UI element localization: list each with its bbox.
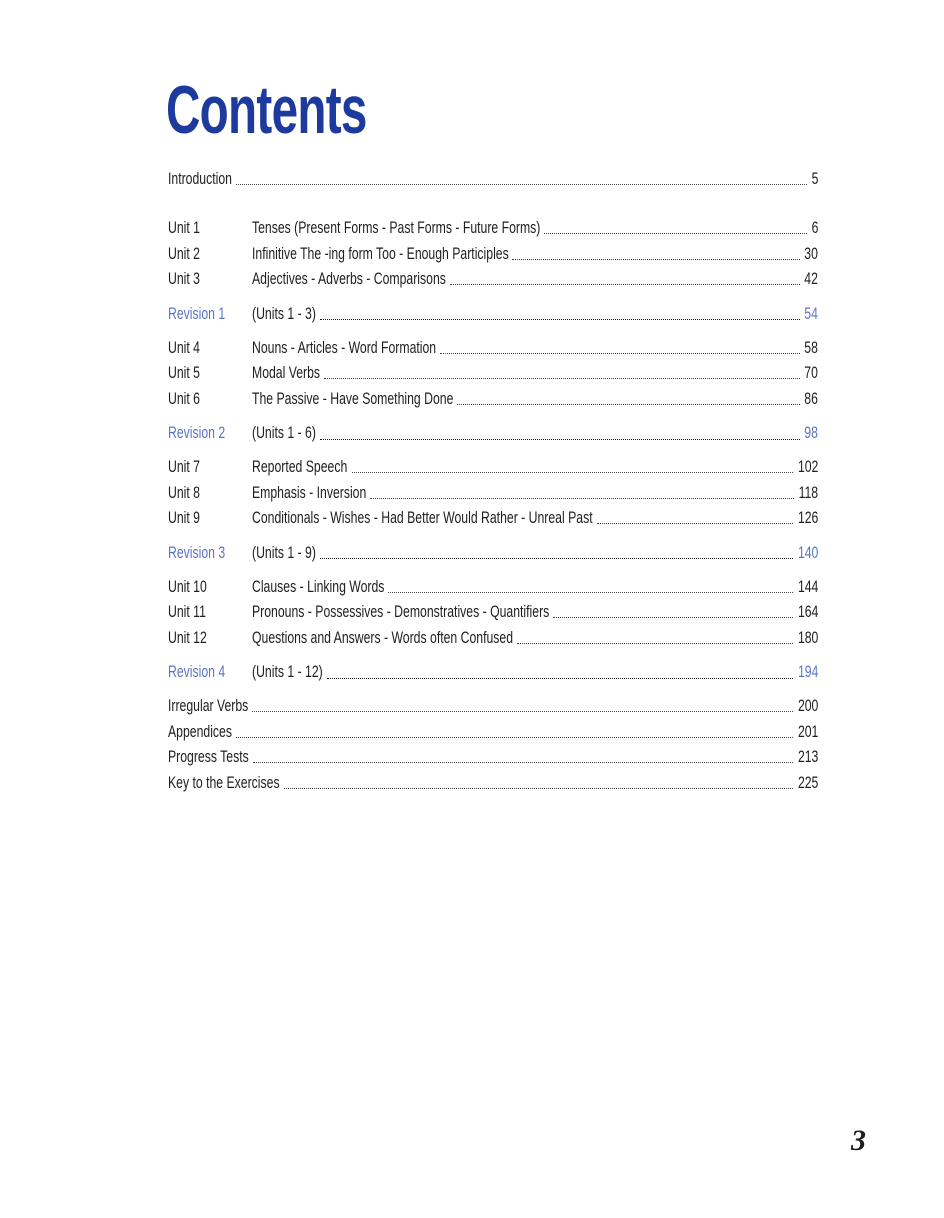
toc-entry-title: Pronouns - Possessives - Demonstratives - Quantifiers [252,602,550,622]
toc-entry-title: Tenses (Present Forms - Past Forms - Future Forms) [252,218,541,238]
dot-leader [512,259,800,260]
toc-entry-label: Unit 8 [168,482,200,502]
dot-leader [544,233,807,234]
dot-leader [320,439,801,440]
dot-leader [597,523,794,524]
toc-entry-title: Reported Speech [252,457,348,477]
toc-entry-page: 126 [797,508,818,528]
dot-leader [440,353,801,354]
dot-leader [352,472,794,473]
toc-entry-page: 194 [797,662,818,681]
toc-entry-title: Clauses - Linking Words [252,576,385,596]
toc-revision-entry[interactable] [168,659,818,686]
toc-entry-label: Unit 1 [168,218,200,238]
toc-entry-page: 54 [804,303,818,323]
toc-entry-label: Unit 5 [168,363,200,383]
toc-back-matter-entry[interactable] [168,719,818,745]
toc-entry-title: (Units 1 - 9) [252,542,316,562]
toc-revision-entry[interactable] [168,539,818,566]
dot-leader [327,678,793,679]
dot-leader [517,643,794,644]
dot-leader [450,284,800,285]
dot-leader [388,592,793,593]
toc-entry-label: Unit 9 [168,508,200,528]
toc-entry-page: 180 [797,627,818,647]
toc-entry-page: 58 [804,337,818,357]
toc-back-matter-entry[interactable] [168,745,818,771]
toc-entry-label: Irregular Verbs [168,696,249,716]
toc-entry-label: Revision 3 [168,542,226,562]
toc-entry-label: Introduction [168,168,232,188]
toc-entry-label: Unit 7 [168,457,200,477]
dot-leader [236,184,807,185]
toc-entry-page: 201 [797,721,818,741]
dot-leader [320,319,801,320]
toc-entry-label: Unit 6 [168,388,200,408]
toc-entry-page: 30 [804,243,818,263]
toc-entry-label: Revision 2 [168,423,226,442]
page-number: 3 [851,1124,866,1157]
toc-unit-entry[interactable] [168,386,818,412]
toc-entry-title: (Units 1 - 12) [252,662,323,681]
toc-entry-label: Key to the Exercises [168,772,280,792]
toc-entry-page: 140 [797,542,818,562]
toc-entry-title: Emphasis - Inversion [252,482,367,502]
toc-unit-entry[interactable] [168,216,818,242]
toc-entry-title: (Units 1 - 6) [252,423,316,442]
toc-unit-entry[interactable] [168,361,818,387]
toc-entry-page: 98 [804,423,818,442]
toc-unit-entry[interactable] [168,625,818,651]
toc-entry-title: Infinitive The -ing form Too - Enough Participles [252,243,509,263]
toc-entry-page: 5 [811,168,818,188]
toc-entry-page: 86 [804,388,818,408]
dot-leader [370,498,794,499]
toc-entry-label: Unit 4 [168,337,200,357]
toc-entry-page: 225 [797,772,818,792]
toc-entry-page: 102 [797,457,818,477]
toc-revision-entry[interactable] [168,420,818,447]
toc-entry-title: Questions and Answers - Words often Confused [252,627,514,647]
toc-entry-label: Unit 2 [168,243,200,263]
toc-back-matter-entry[interactable] [168,770,818,796]
toc-entry-label: Progress Tests [168,747,249,767]
toc-entry-title: Modal Verbs [252,363,321,383]
dot-leader [252,711,793,712]
toc-entry-page: 118 [798,482,818,502]
contents-heading: Contents [166,72,367,148]
toc-entry-page: 164 [797,602,818,622]
toc-unit-entry[interactable] [168,267,818,293]
toc-entry-title: The Passive - Have Something Done [252,388,454,408]
toc-introduction[interactable] [168,166,818,192]
toc-revision-entry[interactable] [168,300,818,327]
toc-entry-title: Conditionals - Wishes - Had Better Would Rather - Unreal Past [252,508,593,528]
toc-entry-label: Unit 11 [168,602,206,622]
dot-leader [324,378,801,379]
toc-entry-page: 6 [811,218,818,238]
toc-entry-label: Revision 1 [168,303,226,323]
toc-entry-label: Unit 10 [168,576,207,596]
toc-entry-page: 42 [804,269,818,289]
dot-leader [320,558,793,559]
dot-leader [236,737,793,738]
toc-entry-page: 144 [797,576,818,596]
toc-entry-page: 200 [797,696,818,716]
toc-entry-label: Unit 3 [168,269,200,289]
toc-entry-title: Adjectives - Adverbs - Comparisons [252,269,446,289]
toc-entry-page: 70 [804,363,818,383]
table-of-contents [168,166,818,796]
toc-entry-label: Appendices [168,721,232,741]
toc-entry-label: Revision 4 [168,662,226,681]
toc-back-matter-entry[interactable] [168,694,818,720]
toc-entry-title: (Units 1 - 3) [252,303,316,323]
toc-unit-entry[interactable] [168,335,818,361]
toc-entry-page: 213 [797,747,818,767]
dot-leader [284,788,794,789]
toc-unit-entry[interactable] [168,241,818,267]
dot-leader [253,762,793,763]
dot-leader [457,404,800,405]
toc-unit-entry[interactable] [168,506,818,532]
toc-entry-label: Unit 12 [168,627,207,647]
toc-unit-entry[interactable] [168,600,818,626]
toc-unit-entry[interactable] [168,480,818,506]
toc-entry-title: Nouns - Articles - Word Formation [252,337,437,357]
toc-unit-entry[interactable] [168,574,818,600]
dot-leader [553,617,793,618]
toc-unit-entry[interactable] [168,455,818,481]
